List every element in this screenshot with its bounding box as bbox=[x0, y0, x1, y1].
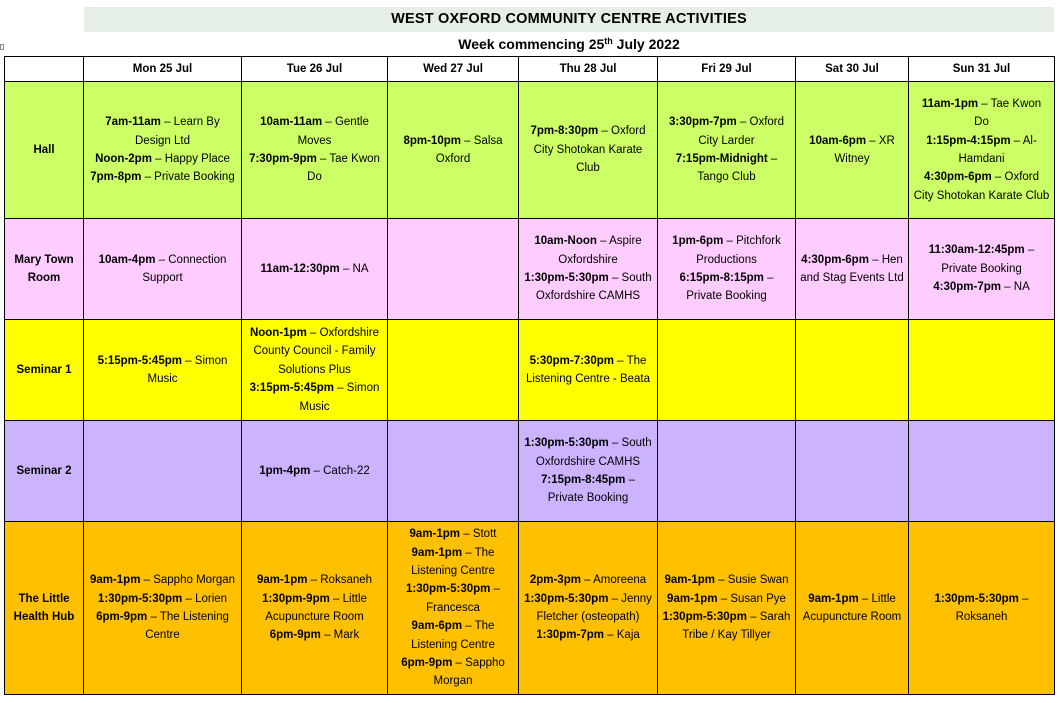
schedule-cell bbox=[658, 82, 796, 219]
room-label: The Little Health Hub bbox=[5, 522, 84, 695]
booking-name: – Tango Club bbox=[697, 153, 778, 184]
schedule-cell bbox=[796, 82, 909, 219]
schedule-cell bbox=[909, 82, 1055, 219]
booking-name: – The Listening Centre bbox=[145, 611, 229, 642]
booking-entry bbox=[392, 617, 514, 654]
schedule-cell bbox=[909, 522, 1055, 695]
booking-entry bbox=[662, 150, 791, 187]
booking-entry bbox=[662, 590, 791, 608]
subtitle-rest: July 2022 bbox=[612, 36, 680, 52]
booking-time: 1:30pm-5:30pm bbox=[934, 592, 1019, 605]
booking-name: – Oxford City Shotokan Karate Club bbox=[533, 125, 646, 175]
booking-name: – Tae Kwon Do bbox=[307, 153, 380, 184]
booking-name: – The Listening Centre bbox=[411, 546, 495, 577]
page-title: WEST OXFORD COMMUNITY CENTRE ACTIVITIES bbox=[84, 7, 1054, 32]
booking-time: 1:30pm-5:30pm bbox=[97, 592, 183, 605]
schedule-cell bbox=[519, 320, 658, 421]
schedule-cell bbox=[84, 82, 242, 219]
subtitle-ordinal: th bbox=[604, 36, 613, 46]
booking-entry bbox=[800, 590, 904, 627]
booking-entry bbox=[88, 352, 237, 389]
header-row bbox=[5, 57, 1055, 82]
booking-entry bbox=[913, 132, 1050, 169]
booking-time: 1pm-6pm bbox=[672, 235, 724, 248]
booking-entry bbox=[246, 571, 383, 589]
booking-name: – Susan Pye bbox=[717, 592, 786, 605]
booking-name: – Connection Support bbox=[142, 253, 227, 284]
booking-time: 10am-11am bbox=[260, 116, 323, 129]
booking-time: 11:30am-12:45pm bbox=[928, 244, 1025, 257]
booking-time: 1:30pm-9pm bbox=[262, 592, 330, 605]
schedule-cell bbox=[388, 219, 519, 320]
booking-entry bbox=[246, 590, 383, 627]
booking-name: – Oxfordshire County Council - Family Solutions Plus bbox=[253, 326, 380, 376]
booking-time: 9am-6pm bbox=[411, 620, 463, 633]
booking-name: – Simon Music bbox=[147, 354, 228, 385]
day-header: Mon 25 Jul bbox=[84, 57, 242, 82]
room-label: Hall bbox=[5, 82, 84, 219]
booking-time: 8pm-10pm bbox=[403, 134, 461, 147]
schedule-cell bbox=[658, 219, 796, 320]
schedule-cell bbox=[519, 82, 658, 219]
booking-entry bbox=[523, 122, 653, 177]
day-header: Sun 31 Jul bbox=[909, 57, 1055, 82]
booking-entry bbox=[913, 278, 1050, 296]
booking-name: – Sappho Morgan bbox=[140, 574, 236, 587]
booking-entry bbox=[246, 113, 383, 150]
booking-time: 4:30pm-6pm bbox=[923, 171, 992, 184]
booking-time: 7pm-8:30pm bbox=[530, 125, 599, 138]
booking-name: – Roksaneh bbox=[307, 574, 373, 587]
booking-entry bbox=[88, 168, 237, 186]
booking-entry bbox=[523, 571, 653, 589]
booking-entry bbox=[246, 260, 383, 278]
booking-time: 9am-1pm bbox=[667, 592, 718, 605]
booking-time: 10am-6pm bbox=[809, 134, 867, 147]
booking-time: 7am-11am bbox=[105, 116, 161, 129]
booking-name: – Hen and Stag Events Ltd bbox=[800, 253, 904, 284]
booking-entry bbox=[246, 462, 383, 480]
booking-entry bbox=[88, 571, 237, 589]
room-row bbox=[5, 320, 1055, 421]
booking-entry bbox=[523, 269, 653, 306]
schedule-cell bbox=[796, 320, 909, 421]
booking-time: 6:15pm-8:15pm bbox=[679, 272, 764, 284]
booking-entry bbox=[800, 132, 904, 169]
booking-time: 9am-1pm bbox=[409, 528, 461, 541]
booking-entry bbox=[913, 590, 1050, 627]
corner-marker-icon bbox=[0, 44, 4, 50]
booking-name: – Stott bbox=[460, 528, 497, 541]
booking-time: Noon-2pm bbox=[95, 153, 152, 165]
booking-entry bbox=[246, 324, 383, 379]
booking-time: 1pm-4pm bbox=[259, 464, 311, 477]
schedule-cell bbox=[909, 421, 1055, 522]
corner-header-cell bbox=[5, 57, 84, 82]
booking-entry bbox=[392, 544, 514, 581]
booking-name: – South Oxfordshire CAMHS bbox=[535, 272, 652, 303]
booking-time: 10am-Noon bbox=[534, 235, 597, 248]
schedule-cell bbox=[242, 522, 388, 695]
schedule-cell bbox=[242, 82, 388, 219]
booking-time: 7:15pm-8:45pm bbox=[541, 474, 626, 486]
booking-entry bbox=[523, 434, 653, 471]
booking-time: 6pm-9pm bbox=[401, 657, 453, 670]
booking-entry bbox=[246, 379, 383, 416]
booking-entry bbox=[523, 471, 653, 508]
booking-name: – Amoreena bbox=[580, 574, 647, 587]
booking-name: – Susie Swan bbox=[714, 574, 789, 587]
schedule-cell bbox=[796, 219, 909, 320]
booking-entry bbox=[523, 352, 653, 389]
schedule-cell bbox=[519, 219, 658, 320]
day-header: Sat 30 Jul bbox=[796, 57, 909, 82]
booking-name: – Kaja bbox=[603, 629, 640, 642]
schedule-cell bbox=[388, 82, 519, 219]
booking-name: – Mark bbox=[320, 629, 360, 642]
booking-name: – Gentle Moves bbox=[297, 116, 369, 147]
booking-time: 1:30pm-5:30pm bbox=[662, 611, 747, 623]
schedule-cell bbox=[84, 522, 242, 695]
room-row bbox=[5, 219, 1055, 320]
booking-name: – NA bbox=[1000, 281, 1030, 294]
booking-name: – Sappho Morgan bbox=[433, 657, 505, 688]
booking-entry bbox=[913, 241, 1050, 278]
booking-time: 1:30pm-5:30pm bbox=[524, 272, 609, 284]
room-row bbox=[5, 421, 1055, 522]
booking-time: 11am-1pm bbox=[921, 97, 979, 110]
booking-time: 4:30pm-6pm bbox=[801, 253, 869, 266]
booking-time: 3:30pm-7pm bbox=[668, 116, 737, 129]
week-subtitle bbox=[84, 33, 1054, 55]
schedule-cell bbox=[84, 320, 242, 421]
day-header: Wed 27 Jul bbox=[388, 57, 519, 82]
booking-entry bbox=[88, 150, 237, 168]
booking-entry bbox=[662, 232, 791, 269]
booking-time: 5:30pm-7:30pm bbox=[529, 354, 614, 367]
booking-time: 10am-4pm bbox=[98, 253, 156, 266]
schedule-cell bbox=[388, 421, 519, 522]
room-label: Seminar 2 bbox=[5, 421, 84, 522]
schedule-cell bbox=[519, 421, 658, 522]
booking-time: 1:30pm-5:30pm bbox=[406, 583, 491, 596]
booking-name: – Roksaneh bbox=[955, 592, 1029, 623]
booking-entry bbox=[392, 580, 514, 617]
booking-time: 6pm-9pm bbox=[269, 629, 321, 642]
booking-time: 9am-1pm bbox=[664, 574, 715, 587]
day-header: Tue 26 Jul bbox=[242, 57, 388, 82]
room-label: Seminar 1 bbox=[5, 320, 84, 421]
schedule-cell bbox=[242, 421, 388, 522]
booking-name: – Al-Hamdani bbox=[958, 134, 1037, 165]
booking-time: 5:15pm-5:45pm bbox=[97, 354, 182, 367]
booking-name: – Oxford City Larder bbox=[698, 116, 785, 147]
booking-name: – Private Booking bbox=[686, 272, 774, 303]
booking-name: – Jenny Fletcher (osteopath) bbox=[536, 592, 652, 623]
booking-name: – The Listening Centre - Beata bbox=[525, 354, 651, 385]
booking-time: 9am-1pm bbox=[256, 574, 308, 587]
booking-entry bbox=[913, 95, 1050, 132]
schedule-cell bbox=[658, 522, 796, 695]
booking-time: 9am-1pm bbox=[808, 592, 859, 605]
schedule-cell bbox=[388, 320, 519, 421]
booking-time: 2pm-3pm bbox=[529, 574, 581, 587]
booking-name: – South Oxfordshire CAMHS bbox=[535, 437, 652, 468]
booking-time: 6pm-9pm bbox=[96, 611, 148, 623]
day-header: Fri 29 Jul bbox=[658, 57, 796, 82]
booking-time: 4:30pm-7pm bbox=[933, 281, 1001, 294]
schedule-cell bbox=[519, 522, 658, 695]
booking-time: 7pm-8pm bbox=[90, 171, 142, 184]
booking-name: – Pitchfork Productions bbox=[696, 235, 781, 266]
booking-entry bbox=[392, 654, 514, 691]
booking-entry bbox=[662, 571, 791, 589]
booking-entry bbox=[523, 232, 653, 269]
booking-time: 1:30pm-5:30pm bbox=[524, 437, 609, 450]
booking-name: – Little Acupuncture Room bbox=[802, 592, 902, 623]
booking-entry bbox=[88, 251, 237, 288]
booking-name: – Oxford City Shotokan Karate Club bbox=[913, 171, 1050, 202]
booking-name: – Catch-22 bbox=[310, 464, 370, 477]
booking-time: 7:30pm-9pm bbox=[249, 153, 317, 165]
booking-name: – Tae Kwon Do bbox=[974, 97, 1042, 129]
booking-entry bbox=[913, 168, 1050, 205]
booking-name: – NA bbox=[339, 262, 369, 275]
booking-entry bbox=[246, 626, 383, 644]
booking-entry bbox=[392, 525, 514, 543]
booking-name: – Lorien bbox=[182, 592, 228, 605]
room-row bbox=[5, 522, 1055, 695]
booking-entry bbox=[246, 150, 383, 187]
booking-entry bbox=[662, 269, 791, 306]
room-row bbox=[5, 82, 1055, 219]
schedule-cell bbox=[658, 320, 796, 421]
schedule-cell bbox=[84, 421, 242, 522]
booking-time: 1:30pm-5:30pm bbox=[524, 592, 609, 605]
booking-time: 1:30pm-7pm bbox=[536, 629, 604, 642]
booking-name: – Private Booking bbox=[547, 474, 635, 505]
schedule-cell bbox=[242, 320, 388, 421]
booking-name: – Francesca bbox=[426, 583, 500, 614]
booking-time: 9am-1pm bbox=[411, 546, 463, 559]
booking-name: – Learn By Design Ltd bbox=[135, 116, 220, 147]
booking-time: 1:15pm-4:15pm bbox=[926, 134, 1011, 147]
booking-entry bbox=[523, 590, 653, 627]
booking-time: Noon-1pm bbox=[249, 326, 307, 339]
schedule-cell bbox=[909, 219, 1055, 320]
booking-name: – The Listening Centre bbox=[411, 620, 495, 651]
booking-name: – Private Booking bbox=[941, 244, 1035, 275]
schedule-cell bbox=[84, 219, 242, 320]
schedule-cell bbox=[388, 522, 519, 695]
subtitle-prefix: Week commencing 25 bbox=[458, 36, 605, 52]
booking-entry bbox=[88, 608, 237, 645]
booking-name: – Sarah Tribe / Kay Tillyer bbox=[682, 611, 791, 642]
booking-entry bbox=[88, 113, 237, 150]
activities-table bbox=[4, 56, 1055, 695]
day-header: Thu 28 Jul bbox=[519, 57, 658, 82]
schedule-cell bbox=[909, 320, 1055, 421]
booking-entry bbox=[800, 251, 904, 288]
booking-name: – XR Witney bbox=[834, 134, 895, 165]
booking-time: 11am-12:30pm bbox=[260, 262, 340, 275]
booking-entry bbox=[392, 132, 514, 169]
booking-name: – Simon Music bbox=[299, 382, 380, 413]
booking-entry bbox=[662, 608, 791, 645]
schedule-cell bbox=[242, 219, 388, 320]
booking-name: – Salsa Oxford bbox=[435, 134, 503, 165]
schedule-cell bbox=[796, 522, 909, 695]
booking-entry bbox=[662, 113, 791, 150]
schedule-cell bbox=[658, 421, 796, 522]
booking-name: – Private Booking bbox=[141, 171, 235, 184]
booking-time: 7:15pm-Midnight bbox=[675, 153, 768, 165]
room-label: Mary Town Room bbox=[5, 219, 84, 320]
booking-entry bbox=[523, 626, 653, 644]
schedule-cell bbox=[796, 421, 909, 522]
booking-time: 9am-1pm bbox=[89, 574, 141, 587]
booking-entry bbox=[88, 590, 237, 608]
booking-name: – Aspire Oxfordshire bbox=[558, 235, 642, 266]
booking-name: – Happy Place bbox=[151, 153, 230, 165]
booking-time: 3:15pm-5:45pm bbox=[249, 382, 334, 395]
booking-name: – Little Acupuncture Room bbox=[265, 592, 367, 623]
